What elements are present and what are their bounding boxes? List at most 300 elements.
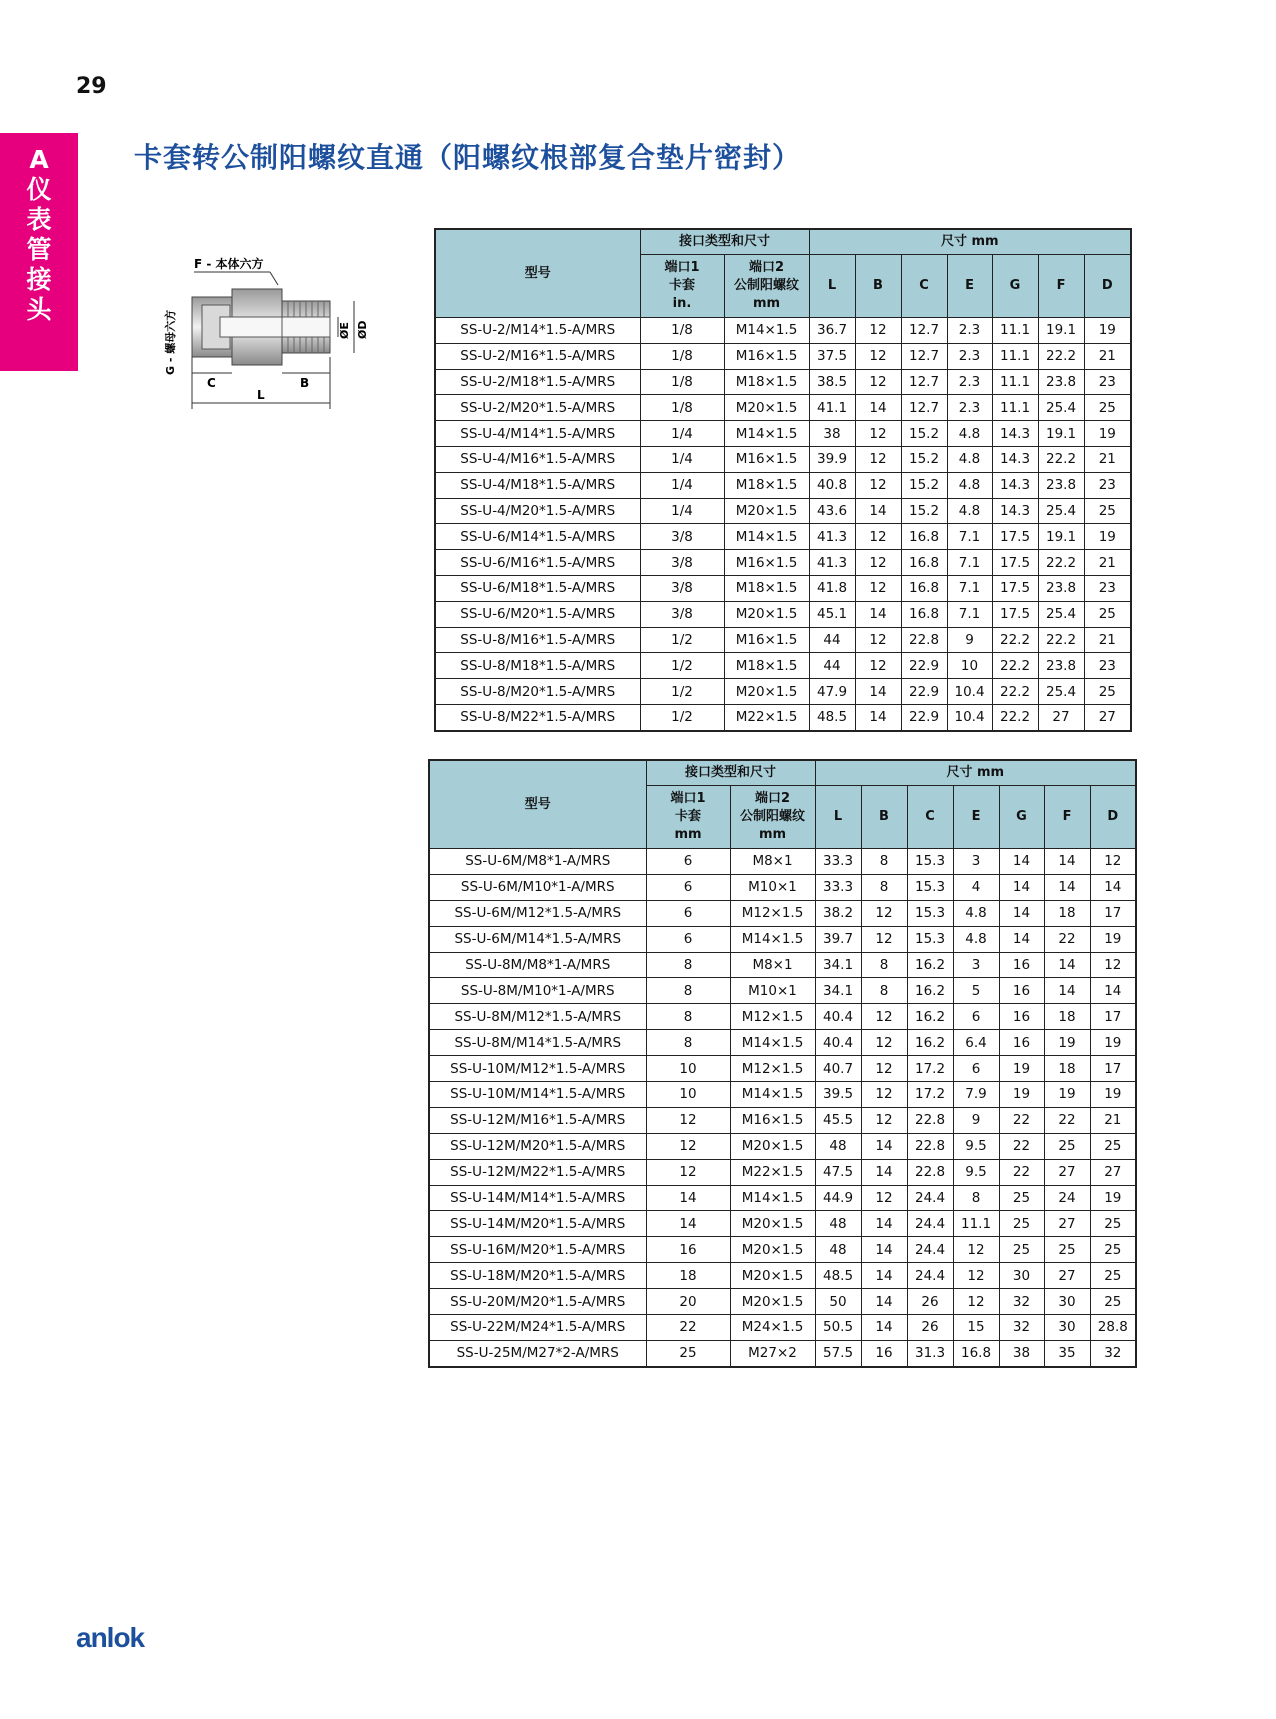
cell-e: 9 (953, 1107, 999, 1133)
cell-e: 4.8 (953, 900, 999, 926)
cell-model: SS-U-6M/M12*1.5-A/MRS (429, 900, 646, 926)
cell-port2: M20×1.5 (730, 1211, 815, 1237)
cell-b: 14 (855, 601, 901, 627)
cell-model: SS-U-6M/M10*1-A/MRS (429, 874, 646, 900)
cell-d: 23 (1084, 369, 1131, 395)
port2-header-line3: mm (752, 296, 781, 311)
cell-e: 7.1 (947, 550, 992, 576)
cell-port1: 14 (646, 1185, 730, 1211)
cell-e: 12 (953, 1237, 999, 1263)
cell-c: 24.4 (907, 1185, 953, 1211)
table-row (429, 1107, 1136, 1133)
cell-d: 14 (1090, 874, 1136, 900)
cell-model: SS-U-22M/M24*1.5-A/MRS (429, 1315, 646, 1341)
cell-port2: M20×1.5 (724, 395, 809, 421)
cell-g: 14 (999, 926, 1044, 952)
port-group-header: 接口类型和尺寸 (640, 229, 809, 255)
col-header-d: D (1090, 786, 1136, 849)
cell-l: 48 (815, 1133, 861, 1159)
cell-f: 22 (1044, 1107, 1090, 1133)
cell-port2: M16×1.5 (724, 627, 809, 653)
port1-header-line1: 端口1 (664, 260, 700, 275)
section-tab-char: 接 (26, 265, 52, 294)
cell-l: 33.3 (815, 874, 861, 900)
cell-g: 22.2 (992, 679, 1038, 705)
cell-e: 6 (953, 1056, 999, 1082)
table-row (429, 900, 1136, 926)
cell-g: 22.2 (992, 704, 1038, 730)
cell-g: 19 (999, 1082, 1044, 1108)
cell-port1: 16 (646, 1237, 730, 1263)
cell-l: 45.5 (815, 1107, 861, 1133)
cell-model: SS-U-12M/M20*1.5-A/MRS (429, 1133, 646, 1159)
spec-table-inch (434, 228, 1132, 732)
cell-e: 10.4 (947, 679, 992, 705)
label-f: F - 本体六方 (194, 257, 264, 271)
table-row (429, 1159, 1136, 1185)
cell-l: 38.2 (815, 900, 861, 926)
table-row (435, 472, 1131, 498)
cell-f: 30 (1044, 1315, 1090, 1341)
cell-port1: 6 (646, 900, 730, 926)
cell-f: 27 (1044, 1263, 1090, 1289)
cell-c: 22.8 (907, 1159, 953, 1185)
cell-d: 19 (1090, 1185, 1136, 1211)
section-tab-char: 管 (26, 235, 52, 264)
cell-d: 19 (1084, 318, 1131, 344)
cell-d: 21 (1084, 446, 1131, 472)
cell-c: 12.7 (901, 343, 947, 369)
cell-port1: 3/8 (640, 524, 724, 550)
cell-b: 12 (861, 1030, 907, 1056)
cell-f: 23.8 (1038, 472, 1084, 498)
port2-header-line2: 公制阳螺纹 (734, 278, 800, 293)
cell-port2: M20×1.5 (730, 1289, 815, 1315)
cell-l: 38.5 (809, 369, 855, 395)
col-header-e: E (947, 255, 992, 318)
cell-model: SS-U-2/M14*1.5-A/MRS (435, 318, 640, 344)
cell-l: 39.7 (815, 926, 861, 952)
cell-port2: M20×1.5 (724, 601, 809, 627)
cell-g: 14.3 (992, 421, 1038, 447)
cell-l: 39.9 (809, 446, 855, 472)
cell-e: 2.3 (947, 369, 992, 395)
cell-g: 22 (999, 1133, 1044, 1159)
cell-f: 18 (1044, 1004, 1090, 1030)
cell-f: 22.2 (1038, 343, 1084, 369)
cell-l: 47.9 (809, 679, 855, 705)
label-g: G - 螺母六方 (164, 309, 177, 375)
cell-l: 47.5 (815, 1159, 861, 1185)
cell-g: 11.1 (992, 343, 1038, 369)
port2-header-line1: 端口2 (754, 791, 791, 806)
cell-d: 21 (1084, 627, 1131, 653)
cell-b: 12 (855, 524, 901, 550)
cell-g: 11.1 (992, 395, 1038, 421)
cell-model: SS-U-25M/M27*2-A/MRS (429, 1340, 646, 1366)
cell-model: SS-U-12M/M22*1.5-A/MRS (429, 1159, 646, 1185)
cell-b: 16 (861, 1340, 907, 1366)
table-row (429, 1340, 1136, 1366)
cell-c: 17.2 (907, 1082, 953, 1108)
table-row (429, 1133, 1136, 1159)
cell-port1: 22 (646, 1315, 730, 1341)
cell-l: 50.5 (815, 1315, 861, 1341)
cell-port1: 6 (646, 926, 730, 952)
cell-model: SS-U-6/M16*1.5-A/MRS (435, 550, 640, 576)
cell-f: 14 (1044, 952, 1090, 978)
col-header-b: B (861, 786, 907, 849)
cell-l: 40.8 (809, 472, 855, 498)
cell-g: 16 (999, 952, 1044, 978)
cell-g: 17.5 (992, 524, 1038, 550)
cell-b: 12 (861, 1082, 907, 1108)
label-b: B (300, 376, 310, 390)
cell-f: 23.8 (1038, 575, 1084, 601)
cell-e: 9.5 (953, 1159, 999, 1185)
table-row (435, 498, 1131, 524)
cell-port2: M18×1.5 (724, 575, 809, 601)
cell-e: 9.5 (953, 1133, 999, 1159)
cell-b: 12 (855, 343, 901, 369)
port2-header-line2: 公制阳螺纹 (740, 809, 806, 824)
table-row (435, 575, 1131, 601)
col-header-g: G (999, 786, 1044, 849)
cell-model: SS-U-14M/M20*1.5-A/MRS (429, 1211, 646, 1237)
cell-port1: 1/8 (640, 343, 724, 369)
cell-model: SS-U-2/M16*1.5-A/MRS (435, 343, 640, 369)
cell-c: 22.8 (907, 1133, 953, 1159)
cell-g: 14.3 (992, 446, 1038, 472)
cell-l: 57.5 (815, 1340, 861, 1366)
cell-b: 8 (861, 849, 907, 875)
cell-port1: 10 (646, 1082, 730, 1108)
cell-f: 19.1 (1038, 421, 1084, 447)
cell-g: 22 (999, 1159, 1044, 1185)
cell-d: 25 (1084, 395, 1131, 421)
cell-c: 22.9 (901, 679, 947, 705)
cell-e: 4.8 (947, 421, 992, 447)
cell-g: 11.1 (992, 318, 1038, 344)
table-row (435, 524, 1131, 550)
cell-l: 40.4 (815, 1004, 861, 1030)
cell-b: 14 (861, 1159, 907, 1185)
cell-b: 12 (861, 1056, 907, 1082)
cell-model: SS-U-8M/M14*1.5-A/MRS (429, 1030, 646, 1056)
cell-l: 34.1 (815, 952, 861, 978)
cell-g: 30 (999, 1263, 1044, 1289)
cell-port2: M14×1.5 (730, 1030, 815, 1056)
cell-b: 12 (861, 926, 907, 952)
cell-c: 22.8 (901, 627, 947, 653)
cell-c: 31.3 (907, 1340, 953, 1366)
cell-port1: 1/2 (640, 627, 724, 653)
cell-f: 18 (1044, 900, 1090, 926)
cell-port1: 1/8 (640, 318, 724, 344)
cell-e: 5 (953, 978, 999, 1004)
cell-e: 7.1 (947, 524, 992, 550)
cell-b: 12 (855, 653, 901, 679)
cell-f: 25.4 (1038, 679, 1084, 705)
cell-b: 12 (861, 1185, 907, 1211)
port1-header-line3: in. (672, 296, 692, 311)
cell-g: 14.3 (992, 498, 1038, 524)
cell-f: 22.2 (1038, 550, 1084, 576)
cell-e: 8 (953, 1185, 999, 1211)
cell-c: 26 (907, 1289, 953, 1315)
cell-b: 14 (861, 1263, 907, 1289)
cell-c: 16.2 (907, 952, 953, 978)
cell-c: 15.3 (907, 900, 953, 926)
cell-d: 32 (1090, 1340, 1136, 1366)
cell-l: 40.4 (815, 1030, 861, 1056)
cell-c: 15.2 (901, 421, 947, 447)
cell-g: 16 (999, 978, 1044, 1004)
cell-port2: M20×1.5 (724, 498, 809, 524)
cell-port2: M12×1.5 (730, 1004, 815, 1030)
cell-b: 12 (855, 575, 901, 601)
cell-e: 6 (953, 1004, 999, 1030)
cell-model: SS-U-6M/M8*1-A/MRS (429, 849, 646, 875)
cell-port2: M20×1.5 (730, 1263, 815, 1289)
cell-g: 14.3 (992, 472, 1038, 498)
cell-model: SS-U-4/M14*1.5-A/MRS (435, 421, 640, 447)
cell-port1: 12 (646, 1133, 730, 1159)
label-d: ØD (356, 320, 369, 339)
cell-g: 14 (999, 849, 1044, 875)
cell-d: 23 (1084, 575, 1131, 601)
cell-port2: M14×1.5 (730, 926, 815, 952)
cell-d: 25 (1084, 601, 1131, 627)
cell-l: 43.6 (809, 498, 855, 524)
cell-port1: 8 (646, 1030, 730, 1056)
cell-port2: M10×1 (730, 978, 815, 1004)
table-row (429, 1263, 1136, 1289)
cell-e: 2.3 (947, 318, 992, 344)
cell-model: SS-U-8/M18*1.5-A/MRS (435, 653, 640, 679)
cell-port2: M18×1.5 (724, 369, 809, 395)
cell-d: 14 (1090, 978, 1136, 1004)
cell-d: 27 (1084, 704, 1131, 730)
cell-b: 12 (855, 550, 901, 576)
cell-c: 16.8 (901, 575, 947, 601)
label-c: C (207, 376, 216, 390)
cell-g: 32 (999, 1289, 1044, 1315)
cell-model: SS-U-4/M20*1.5-A/MRS (435, 498, 640, 524)
cell-l: 44 (809, 627, 855, 653)
port1-header (646, 786, 730, 849)
cell-g: 19 (999, 1056, 1044, 1082)
table-row (429, 849, 1136, 875)
cell-model: SS-U-8/M20*1.5-A/MRS (435, 679, 640, 705)
cell-port2: M18×1.5 (724, 653, 809, 679)
cell-g: 25 (999, 1237, 1044, 1263)
cell-g: 16 (999, 1004, 1044, 1030)
cell-port2: M20×1.5 (730, 1237, 815, 1263)
cell-e: 7.1 (947, 575, 992, 601)
port2-header-line1: 端口2 (748, 260, 785, 275)
cell-port2: M27×2 (730, 1340, 815, 1366)
label-e: ØE (338, 322, 351, 339)
cell-f: 30 (1044, 1289, 1090, 1315)
cell-port1: 6 (646, 849, 730, 875)
cell-c: 24.4 (907, 1211, 953, 1237)
cell-l: 37.5 (809, 343, 855, 369)
table-row (429, 1289, 1136, 1315)
cell-port2: M16×1.5 (724, 550, 809, 576)
cell-model: SS-U-2/M18*1.5-A/MRS (435, 369, 640, 395)
cell-g: 32 (999, 1315, 1044, 1341)
cell-port2: M10×1 (730, 874, 815, 900)
table-row (435, 343, 1131, 369)
table-body (429, 849, 1136, 1367)
cell-f: 27 (1044, 1159, 1090, 1185)
cell-g: 17.5 (992, 550, 1038, 576)
cell-port2: M22×1.5 (724, 704, 809, 730)
cell-port1: 1/2 (640, 653, 724, 679)
cell-port1: 10 (646, 1056, 730, 1082)
port2-header-line3: mm (758, 827, 787, 842)
cell-model: SS-U-16M/M20*1.5-A/MRS (429, 1237, 646, 1263)
cell-b: 12 (861, 1004, 907, 1030)
cell-d: 21 (1090, 1107, 1136, 1133)
table-row (435, 653, 1131, 679)
cell-f: 27 (1044, 1211, 1090, 1237)
cell-e: 10 (947, 653, 992, 679)
cell-l: 48 (815, 1211, 861, 1237)
cell-port1: 25 (646, 1340, 730, 1366)
cell-d: 23 (1084, 653, 1131, 679)
cell-l: 38 (809, 421, 855, 447)
cell-e: 6.4 (953, 1030, 999, 1056)
cell-f: 24 (1044, 1185, 1090, 1211)
cell-c: 16.8 (901, 524, 947, 550)
cell-e: 12 (953, 1263, 999, 1289)
col-header-f: F (1038, 255, 1084, 318)
cell-d: 25 (1090, 1211, 1136, 1237)
dimension-group-header: 尺寸 mm (809, 229, 1131, 255)
port2-header (724, 255, 809, 318)
col-header-l: L (815, 786, 861, 849)
cell-d: 25 (1084, 498, 1131, 524)
cell-port1: 18 (646, 1263, 730, 1289)
table-row (435, 395, 1131, 421)
table-row (429, 1211, 1136, 1237)
table-row (435, 369, 1131, 395)
cell-port2: M16×1.5 (724, 343, 809, 369)
cell-l: 41.3 (809, 550, 855, 576)
cell-port1: 1/8 (640, 369, 724, 395)
table-body (435, 318, 1131, 731)
col-header-c: C (907, 786, 953, 849)
cell-f: 22.2 (1038, 446, 1084, 472)
cell-d: 17 (1090, 1056, 1136, 1082)
cell-c: 12.7 (901, 369, 947, 395)
cell-e: 3 (953, 849, 999, 875)
port2-header (730, 786, 815, 849)
cell-g: 16 (999, 1030, 1044, 1056)
cell-port2: M14×1.5 (724, 318, 809, 344)
cell-e: 2.3 (947, 395, 992, 421)
cell-port1: 1/4 (640, 446, 724, 472)
cell-l: 41.1 (809, 395, 855, 421)
cell-model: SS-U-8M/M10*1-A/MRS (429, 978, 646, 1004)
section-tab-char: 仪 (26, 175, 52, 204)
col-header-l: L (809, 255, 855, 318)
cell-port2: M22×1.5 (730, 1159, 815, 1185)
cell-model: SS-U-12M/M16*1.5-A/MRS (429, 1107, 646, 1133)
cell-port2: M24×1.5 (730, 1315, 815, 1341)
cell-b: 14 (861, 1211, 907, 1237)
cell-port1: 1/2 (640, 704, 724, 730)
cell-b: 12 (861, 1107, 907, 1133)
cell-d: 19 (1090, 1030, 1136, 1056)
page-number: 29 (76, 74, 107, 99)
cell-port1: 3/8 (640, 550, 724, 576)
cell-model: SS-U-10M/M14*1.5-A/MRS (429, 1082, 646, 1108)
table-row (429, 1237, 1136, 1263)
cell-d: 27 (1090, 1159, 1136, 1185)
cell-c: 22.9 (901, 653, 947, 679)
cell-port2: M18×1.5 (724, 472, 809, 498)
spec-table-metric (428, 759, 1137, 1368)
col-header-b: B (855, 255, 901, 318)
section-tab-char: A (29, 145, 49, 174)
cell-g: 17.5 (992, 575, 1038, 601)
cell-port1: 1/4 (640, 472, 724, 498)
cell-port1: 1/2 (640, 679, 724, 705)
cell-c: 15.3 (907, 874, 953, 900)
cell-model: SS-U-4/M18*1.5-A/MRS (435, 472, 640, 498)
cell-d: 17 (1090, 900, 1136, 926)
cell-port1: 12 (646, 1107, 730, 1133)
table-row (429, 1082, 1136, 1108)
cell-l: 33.3 (815, 849, 861, 875)
cell-c: 12.7 (901, 395, 947, 421)
cell-b: 12 (855, 472, 901, 498)
cell-d: 19 (1090, 1082, 1136, 1108)
cell-c: 16.2 (907, 1030, 953, 1056)
cell-d: 21 (1084, 343, 1131, 369)
cell-e: 4.8 (947, 472, 992, 498)
cell-b: 14 (861, 1289, 907, 1315)
label-l: L (257, 388, 265, 402)
cell-c: 16.2 (907, 978, 953, 1004)
cell-port1: 12 (646, 1159, 730, 1185)
cell-d: 17 (1090, 1004, 1136, 1030)
cell-port1: 8 (646, 1004, 730, 1030)
cell-g: 25 (999, 1211, 1044, 1237)
table-row (429, 952, 1136, 978)
cell-e: 2.3 (947, 343, 992, 369)
table-row (435, 601, 1131, 627)
port1-header (640, 255, 724, 318)
cell-g: 22.2 (992, 653, 1038, 679)
col-header-d: D (1084, 255, 1131, 318)
cell-d: 21 (1084, 550, 1131, 576)
cell-model: SS-U-14M/M14*1.5-A/MRS (429, 1185, 646, 1211)
cell-b: 8 (861, 952, 907, 978)
cell-d: 25 (1090, 1133, 1136, 1159)
cell-model: SS-U-8/M16*1.5-A/MRS (435, 627, 640, 653)
table-row (429, 874, 1136, 900)
section-tab-char: 表 (26, 205, 52, 234)
cell-b: 8 (861, 978, 907, 1004)
cell-f: 22.2 (1038, 627, 1084, 653)
cell-g: 22.2 (992, 627, 1038, 653)
table-row (435, 550, 1131, 576)
cell-g: 11.1 (992, 369, 1038, 395)
